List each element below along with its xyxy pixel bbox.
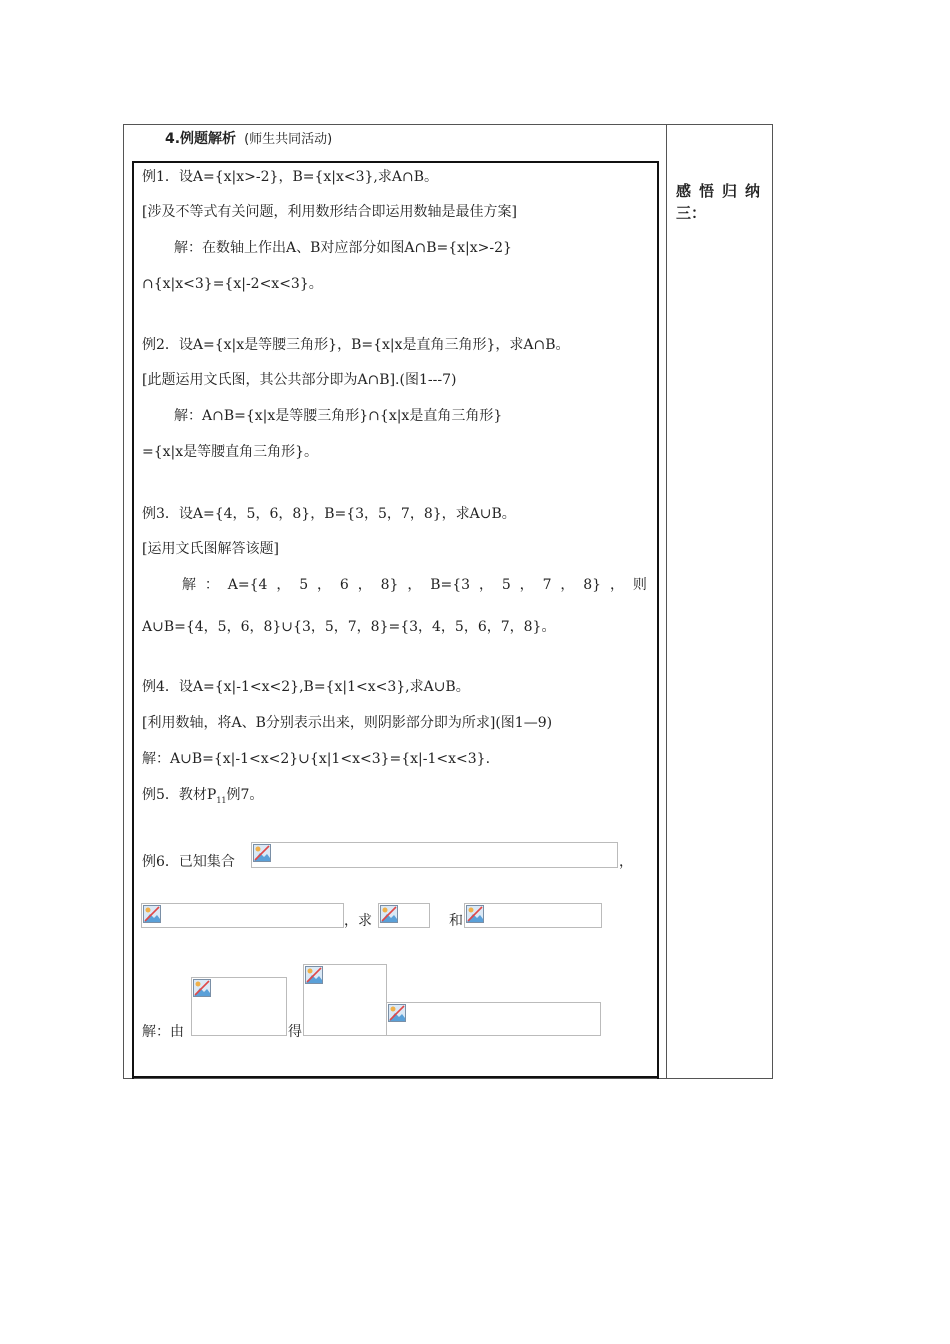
ex2-solution-line2: ={x|x是等腰直角三角形}。	[142, 444, 319, 460]
ex2-question: 例2．设A={x|x是等腰三角形}，B={x|x是直角三角形}，求A∩B。	[142, 337, 570, 353]
broken-image-icon	[193, 979, 211, 997]
ex6-comma: ，	[619, 854, 633, 870]
ex3-token: ，	[317, 577, 332, 593]
examples-box-bottom	[132, 1076, 659, 1078]
ex3-token: ，	[609, 577, 624, 593]
ex4-solution: 解：A∪B={x|-1<x<2}∪{x|1<x<3}={x|-1<x<3}.	[142, 751, 491, 767]
ex3-token: ，	[276, 577, 291, 593]
broken-image-placeholder	[386, 1002, 601, 1036]
ex2-hint: [此题运用文氏图，其公共部分即为A∩B].(图1---7)	[142, 372, 457, 388]
section-subtitle: (师生共同活动)	[244, 132, 333, 147]
ex6-solution-you: 解：由	[142, 1024, 184, 1040]
ex3-token: ，	[478, 577, 493, 593]
ex3-token: ，	[519, 577, 534, 593]
ex1-solution-line1: 解：在数轴上作出A、B对应部分如图A∩B={x|x>-2}	[174, 240, 512, 256]
broken-image-icon	[466, 905, 484, 923]
section-heading: 4.例题解析	[165, 131, 237, 147]
side-note	[676, 180, 768, 224]
broken-image-icon	[253, 844, 271, 862]
ex6-question: 例6．已知集合	[142, 854, 235, 870]
broken-image-placeholder	[251, 842, 618, 868]
ex3-token: ，	[357, 577, 372, 593]
broken-image-placeholder	[141, 903, 344, 928]
ex3-hint: [运用文氏图解答该题]	[142, 541, 279, 557]
ex3-token: ，	[560, 577, 575, 593]
ex3-token: B={3	[430, 577, 471, 593]
ex6-he: 和	[449, 913, 463, 929]
ex3-token: ，	[407, 577, 422, 593]
broken-image-icon	[388, 1004, 406, 1022]
ex4-question: 例4．设A={x|-1<x<2},B={x|1<x<3},求A∪B。	[142, 679, 470, 695]
ex3-token: ：	[204, 577, 219, 593]
broken-image-placeholder	[378, 903, 430, 928]
ex1-solution-line2: ∩{x|x<3}={x|-2<x<3}。	[142, 276, 323, 292]
broken-image-placeholder	[303, 964, 387, 1036]
column-divider	[666, 124, 667, 1079]
ex4-hint: [利用数轴，将A、B分别表示出来，则阴影部分即为所求](图1—9)	[142, 715, 553, 731]
ex1-question: 例1．设A={x|x>-2}，B={x|x<3},求A∩B。	[142, 169, 438, 185]
broken-image-icon	[143, 905, 161, 923]
ex3-token: 8}	[583, 577, 602, 593]
ex3-token: 则	[632, 577, 647, 593]
ex3-token: 7	[542, 577, 552, 593]
ex3-token: 5	[501, 577, 511, 593]
side-note-line1: 感悟归纳	[676, 182, 769, 200]
ex5-post: 例7。	[226, 787, 264, 803]
ex2-solution-line1: 解：A∩B={x|x是等腰三角形}∩{x|x是直角三角形}	[174, 408, 503, 424]
ex3-token: 解	[182, 577, 196, 593]
broken-image-placeholder	[464, 903, 602, 928]
ex3-solution-line1	[142, 576, 647, 594]
ex5-pre: 例5．教材P	[142, 787, 217, 803]
side-note-line2: 三：	[676, 204, 707, 222]
ex3-token: 5	[299, 577, 309, 593]
ex5-line	[142, 786, 263, 810]
broken-image-icon	[380, 905, 398, 923]
ex3-solution-line2: A∪B={4，5，6，8}∪{3，5，7，8}={3，4，5，6，7，8}。	[142, 619, 556, 635]
ex3-token: 8}	[380, 577, 399, 593]
ex5-subscript: 11	[216, 795, 227, 805]
section-title	[165, 128, 332, 148]
ex1-hint: [涉及不等式有关问题，利用数形结合即运用数轴是最佳方案]	[142, 204, 517, 220]
ex6-solution-de: 得	[288, 1024, 302, 1040]
ex3-token: A={4	[227, 577, 268, 593]
ex6-qiu: ，求	[344, 913, 372, 929]
broken-image-placeholder	[191, 977, 287, 1036]
broken-image-icon	[305, 966, 323, 984]
ex3-token: 6	[339, 577, 349, 593]
ex3-question: 例3．设A={4，5，6，8}，B={3，5，7，8}，求A∪B。	[142, 506, 516, 522]
